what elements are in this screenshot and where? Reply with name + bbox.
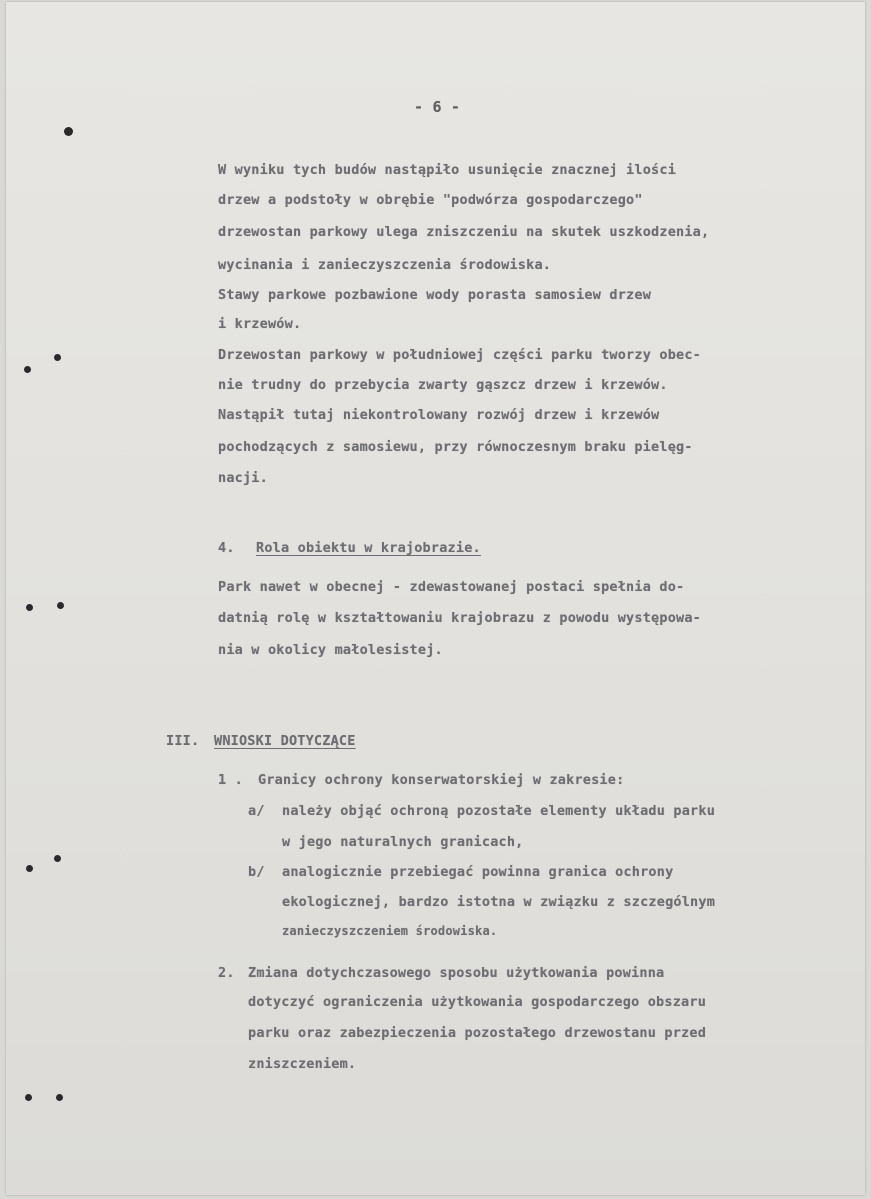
punch-hole-mark bbox=[26, 865, 33, 872]
text-line: zniszczeniem. bbox=[248, 1056, 357, 1072]
text-line: należy objąć ochroną pozostałe elementy układu parku bbox=[282, 803, 716, 819]
punch-hole-mark bbox=[54, 855, 61, 862]
text-line: nie trudny do przebycia zwarty gąszcz drzew i krzewów. bbox=[218, 377, 668, 393]
text-line: Park nawet w obecnej - zdewastowanej postaci spełnia do- bbox=[218, 579, 685, 595]
punch-hole-mark bbox=[26, 604, 33, 611]
text-line: nia w okolicy małolesistej. bbox=[218, 642, 443, 658]
section-III-number: III. bbox=[166, 733, 200, 749]
text-line: ekologicznej, bardzo istotna w związku z szczególnym bbox=[282, 894, 716, 910]
text-line: Drzewostan parkowy w południowej części parku tworzy obec- bbox=[218, 347, 702, 363]
punch-hole-mark bbox=[64, 127, 73, 136]
punch-hole-mark bbox=[25, 1094, 32, 1101]
page-number: - 6 - bbox=[414, 98, 461, 116]
text-line: pochodzących z samosiewu, przy równoczesnym braku pielęg- bbox=[218, 439, 693, 455]
text-line: drzew a podstoły w obrębie "podwórza gospodarczego" bbox=[218, 192, 643, 208]
item-1-text: Granicy ochrony konserwatorskiej w zakresie: bbox=[258, 772, 625, 788]
text-line: Zmiana dotychczasowego sposobu użytkowania powinna bbox=[248, 965, 665, 981]
item-1-label: 1 . bbox=[218, 772, 243, 788]
text-line: nacji. bbox=[218, 470, 268, 486]
text-line: w jego naturalnych granicach, bbox=[282, 834, 524, 850]
punch-hole-mark bbox=[54, 354, 61, 361]
punch-hole-mark bbox=[24, 366, 31, 373]
text-line: i krzewów. bbox=[218, 316, 302, 332]
text-line: drzewostan parkowy ulega zniszczeniu na skutek uszkodzenia, bbox=[218, 224, 710, 240]
sub-b-label: b/ bbox=[248, 864, 265, 880]
text-line: W wyniku tych budów nastąpiło usunięcie znacznej ilości bbox=[218, 162, 677, 178]
punch-hole-mark bbox=[56, 1094, 63, 1101]
punch-hole-mark bbox=[57, 602, 64, 609]
sub-a-label: a/ bbox=[248, 803, 265, 819]
text-line: datnią rolę w kształtowaniu krajobrazu z powodu występowa- bbox=[218, 610, 702, 626]
text-line: Nastąpił tutaj niekontrolowany rozwój drzew i krzewów bbox=[218, 407, 660, 423]
document-page bbox=[6, 2, 865, 1195]
section-III-title: WNIOSKI DOTYCZĄCE bbox=[214, 733, 356, 749]
text-line: Stawy parkowe pozbawione wody porasta samosiew drzew bbox=[218, 287, 652, 303]
text-line: parku oraz zabezpieczenia pozostałego drzewostanu przed bbox=[248, 1025, 707, 1041]
section-4-title: Rola obiektu w krajobrazie. bbox=[256, 540, 481, 556]
text-line: wycinania i zanieczyszczenia środowiska. bbox=[218, 257, 552, 273]
text-line: analogicznie przebiegać powinna granica ochrony bbox=[282, 864, 674, 880]
item-2-label: 2. bbox=[218, 965, 235, 981]
text-line: dotyczyć ograniczenia użytkowania gospodarczego obszaru bbox=[248, 994, 707, 1010]
section-4-number: 4. bbox=[218, 540, 235, 556]
text-line: zanieczyszczeniem środowiska. bbox=[282, 924, 498, 938]
